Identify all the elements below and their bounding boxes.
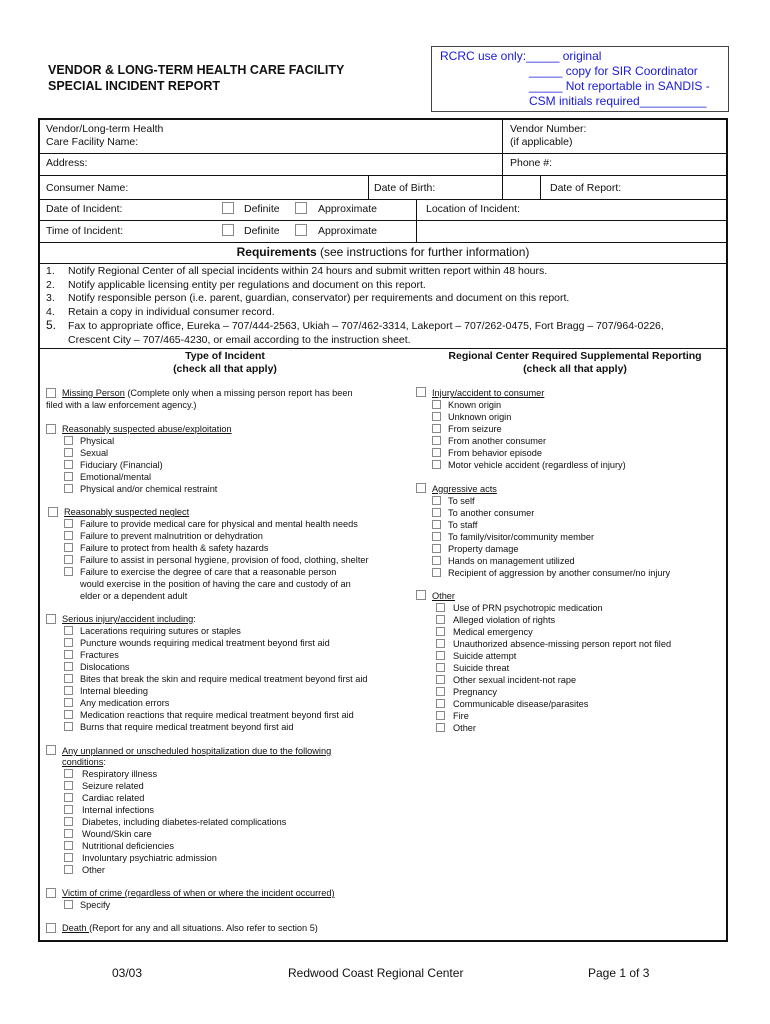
death-title: Death [62, 923, 90, 933]
injury-option-checkbox[interactable] [64, 674, 73, 683]
date-approximate-checkbox[interactable] [295, 202, 307, 214]
injury-to-consumer-option-checkbox[interactable] [432, 412, 441, 421]
hospitalization-option-checkbox[interactable] [64, 793, 73, 802]
other-checkbox[interactable] [416, 590, 426, 600]
hospitalization-option-label: Other [82, 865, 105, 875]
other-option-checkbox[interactable] [436, 639, 445, 648]
other-option-checkbox[interactable] [436, 651, 445, 660]
aggressive-act-option-checkbox[interactable] [432, 496, 441, 505]
abuse-checkbox[interactable] [46, 424, 56, 434]
missing-person-label [62, 388, 353, 399]
injury-option-label: Any medication errors [80, 698, 170, 708]
supplemental-reporting-header [425, 350, 725, 376]
type-of-incident-header-l1: Type of Incident [185, 350, 265, 362]
aggressive-act-option-label: Recipient of aggression by another consumer/no injury [448, 568, 671, 578]
footer-page-number: Page 1 of 3 [588, 966, 650, 980]
requirements-heading-rest: (see instructions for further information) [316, 245, 530, 259]
phone-label: Phone #: [510, 157, 553, 169]
injury-option-checkbox[interactable] [64, 710, 73, 719]
other-option-label: Use of PRN psychotropic medication [453, 603, 603, 613]
aggressive-act-option-checkbox[interactable] [432, 556, 441, 565]
death-note: (Report for any and all situations. Also refer to section 5) [89, 923, 318, 933]
hospitalization-option-checkbox[interactable] [64, 853, 73, 862]
type-of-incident-header-l2: (check all that apply) [173, 363, 277, 375]
neglect-option-label: Failure to protect from health & safety hazards [80, 543, 269, 553]
serious-injury-title: Serious injury/accident including [62, 614, 194, 624]
injury-to-consumer-option-label: Known origin [448, 400, 502, 410]
serious-injury-colon: : [193, 614, 196, 624]
requirement-item [46, 306, 664, 320]
rcrc-line4: CSM initials required__________ [529, 94, 707, 108]
injury-option-checkbox[interactable] [64, 638, 73, 647]
abuse-option-checkbox[interactable] [64, 484, 73, 493]
missing-person-checkbox[interactable] [46, 388, 56, 398]
requirement-text: Retain a copy in individual consumer record. [68, 305, 275, 318]
injury-option-checkbox[interactable] [64, 698, 73, 707]
abuse-option-checkbox[interactable] [64, 472, 73, 481]
aggressive-act-option-checkbox[interactable] [432, 520, 441, 529]
abuse-option-label: Physical and/or chemical restraint [80, 484, 218, 494]
abuse-option-label: Sexual [80, 448, 109, 458]
other-option-label: Other [453, 723, 476, 733]
time-approximate-label: Approximate [318, 225, 377, 237]
abuse-option-checkbox[interactable] [64, 460, 73, 469]
abuse-label: Reasonably suspected abuse/exploitation [62, 424, 232, 434]
rcrc-line3: _____ Not reportable in SANDIS - [529, 79, 710, 93]
address-label: Address: [46, 157, 88, 169]
injury-option-checkbox[interactable] [64, 626, 73, 635]
abuse-option-label: Fiduciary (Financial) [80, 460, 163, 470]
hospitalization-option-label: Internal infections [82, 805, 155, 815]
other-option-checkbox[interactable] [436, 699, 445, 708]
requirements-heading [40, 246, 726, 259]
neglect-cont-line1: would exercise in the position of having the care and custody of an [80, 579, 351, 589]
vendor-name-label-l2: Care Facility Name: [46, 136, 139, 148]
injury-option-checkbox[interactable] [64, 722, 73, 731]
hospitalization-label-cont [62, 757, 106, 768]
neglect-option-checkbox[interactable] [64, 519, 73, 528]
injury-to-consumer-option-checkbox[interactable] [432, 400, 441, 409]
hospitalization-checkbox[interactable] [46, 745, 56, 755]
injury-to-consumer-label: Injury/accident to consumer [432, 388, 545, 398]
time-definite-label: Definite [244, 225, 280, 237]
other-option-label: Pregnancy [453, 687, 497, 697]
requirement-num: 2. [46, 278, 55, 291]
serious-injury-label [62, 614, 196, 625]
other-option-label: Suicide threat [453, 663, 510, 673]
aggressive-act-option-label: Hands on management utilized [448, 556, 575, 566]
rcrc-use-only-box [431, 46, 729, 112]
date-definite-label: Definite [244, 203, 280, 215]
hospitalization-option-label: Nutritional deficiencies [82, 841, 174, 851]
missing-person-title: Missing Person [62, 388, 125, 398]
other-option-checkbox[interactable] [436, 663, 445, 672]
injury-option-label: Fractures [80, 650, 119, 660]
other-option-checkbox[interactable] [436, 627, 445, 636]
aggressive-act-option-label: To another consumer [448, 508, 535, 518]
time-definite-checkbox[interactable] [222, 224, 234, 236]
hospitalization-label: Any unplanned or unscheduled hospitalization due to the following [62, 746, 332, 756]
other-option-label: Unauthorized absence-missing person report not filed [453, 639, 672, 649]
rcrc-line1: RCRC use only:_____ original [440, 49, 602, 63]
aggressive-acts-label: Aggressive acts [432, 484, 497, 494]
other-option-label: Suicide attempt [453, 651, 517, 661]
death-label [62, 923, 318, 934]
requirement-text: Notify Regional Center of all special incidents within 24 hours and submit written report within 48 hours. [68, 265, 548, 277]
death-checkbox[interactable] [46, 923, 56, 933]
other-label: Other [432, 591, 455, 601]
neglect-label: Reasonably suspected neglect [64, 507, 190, 517]
requirement-num: 3. [46, 292, 55, 304]
neglect-option-checkbox[interactable] [64, 555, 73, 564]
neglect-cont-line2: elder or a dependent adult [80, 591, 188, 601]
vendor-number-label [510, 123, 586, 149]
injury-option-label: Medication reactions that require medical treatment beyond first aid [80, 710, 354, 720]
requirement-text: Notify applicable licensing entity per regulations and document on this report. [68, 278, 426, 291]
supplemental-reporting-header-l1: Regional Center Required Supplemental Reporting [448, 350, 702, 362]
victim-of-crime-checkbox[interactable] [46, 888, 56, 898]
aggressive-act-option-checkbox[interactable] [432, 532, 441, 541]
injury-option-label: Puncture wounds requiring medical treatment beyond first aid [80, 638, 330, 648]
other-option-checkbox[interactable] [436, 675, 445, 684]
requirements-list [46, 265, 664, 347]
requirement-text: Crescent City – 707/465-4230, or email according to the instruction sheet. [68, 333, 411, 346]
other-option-label: Alleged violation of rights [453, 615, 556, 625]
requirement-num: 5. [46, 318, 57, 332]
hospitalization-conditions: conditions [62, 757, 104, 767]
neglect-option-checkbox[interactable] [64, 531, 73, 540]
rcrc-line2: _____ copy for SIR Coordinator [529, 64, 698, 78]
neglect-option-label: Failure to assist in personal hygiene, provision of food, clothing, shelter [80, 555, 369, 565]
requirement-item [46, 265, 664, 279]
hospitalization-option-checkbox[interactable] [64, 865, 73, 874]
injury-option-checkbox[interactable] [64, 662, 73, 671]
aggressive-acts-checkbox[interactable] [416, 483, 426, 493]
requirement-item [46, 292, 664, 306]
neglect-option-label: Failure to prevent malnutrition or dehydration [80, 531, 263, 541]
injury-to-consumer-option-checkbox[interactable] [432, 424, 441, 433]
time-of-incident-label: Time of Incident: [46, 225, 124, 237]
aggressive-act-option-label: Property damage [448, 544, 519, 554]
abuse-option-label: Emotional/mental [80, 472, 151, 482]
hospitalization-colon: : [103, 757, 106, 767]
other-option-checkbox[interactable] [436, 603, 445, 612]
footer-organization: Redwood Coast Regional Center [288, 966, 464, 980]
injury-option-label: Lacerations requiring sutures or staples [80, 626, 241, 636]
supplemental-reporting-header-l2: (check all that apply) [523, 363, 627, 375]
vendor-number-label-l1: Vendor Number: [510, 123, 587, 135]
requirement-item [46, 279, 664, 293]
other-option-label: Other sexual incident-not rape [453, 675, 577, 685]
hospitalization-option-label: Seizure related [82, 781, 144, 791]
injury-option-label: Burns that require medical treatment beyond first aid [80, 722, 294, 732]
aggressive-act-option-label: To self [448, 496, 475, 506]
abuse-option-checkbox[interactable] [64, 448, 73, 457]
injury-to-consumer-option-checkbox[interactable] [432, 436, 441, 445]
incident-form [38, 118, 728, 942]
form-title [48, 62, 344, 94]
time-approximate-checkbox[interactable] [295, 224, 307, 236]
crime-specify-checkbox[interactable] [64, 900, 73, 909]
vendor-number-label-l2: (if applicable) [510, 136, 573, 148]
neglect-checkbox[interactable] [48, 507, 58, 517]
form-title-line1: VENDOR & LONG-TERM HEALTH CARE FACILITY [48, 63, 345, 77]
date-definite-checkbox[interactable] [222, 202, 234, 214]
victim-of-crime-label: Victim of crime (regardless of when or where the incident occurred) [62, 888, 335, 898]
injury-option-label: Dislocations [80, 662, 130, 672]
injury-option-label: Bites that break the skin and require medical treatment beyond first aid [80, 674, 368, 684]
missing-person-note: (Complete only when a missing person report has been [124, 388, 353, 398]
vendor-name-label-l1: Vendor/Long-term Health [46, 123, 164, 135]
neglect-option-checkbox[interactable] [64, 543, 73, 552]
hospitalization-option-checkbox[interactable] [64, 769, 73, 778]
hospitalization-option-label: Diabetes, including diabetes-related complications [82, 817, 287, 827]
vendor-name-label [46, 123, 163, 149]
requirement-text: Notify responsible person (i.e. parent, guardian, conservator) per requirements and document on this report. [68, 292, 570, 304]
other-option-checkbox[interactable] [436, 615, 445, 624]
injury-to-consumer-option-label: From another consumer [448, 436, 547, 446]
dob-label: Date of Birth: [374, 182, 436, 194]
aggressive-act-option-label: To staff [448, 520, 478, 530]
crime-specify-label: Specify [80, 900, 111, 910]
injury-option-checkbox[interactable] [64, 650, 73, 659]
injury-to-consumer-option-checkbox[interactable] [432, 460, 441, 469]
neglect-option-checkbox[interactable] [64, 567, 73, 576]
other-option-checkbox[interactable] [436, 711, 445, 720]
date-of-report-label: Date of Report: [550, 182, 622, 194]
requirement-text: Fax to appropriate office, Eureka – 707/444-2563, Ukiah – 707/462-3314, Lakeport – 707/262-0475, Fort Bragg – 707/964-0226, [68, 320, 664, 332]
abuse-option-label: Physical [80, 436, 115, 446]
hospitalization-option-checkbox[interactable] [64, 829, 73, 838]
aggressive-act-option-label: To family/visitor/community member [448, 532, 595, 542]
aggressive-act-option-checkbox[interactable] [432, 568, 441, 577]
consumer-name-label: Consumer Name: [46, 182, 129, 194]
hospitalization-option-checkbox[interactable] [64, 781, 73, 790]
other-option-checkbox[interactable] [436, 723, 445, 732]
aggressive-act-option-checkbox[interactable] [432, 544, 441, 553]
hospitalization-option-label: Cardiac related [82, 793, 145, 803]
hospitalization-option-checkbox[interactable] [64, 817, 73, 826]
other-option-label: Medical emergency [453, 627, 533, 637]
requirement-item [46, 319, 664, 334]
injury-to-consumer-option-label: Unknown origin [448, 412, 512, 422]
other-option-label: Fire [453, 711, 469, 721]
hospitalization-option-label: Involuntary psychiatric admission [82, 853, 217, 863]
abuse-option-checkbox[interactable] [64, 436, 73, 445]
serious-injury-checkbox[interactable] [46, 614, 56, 624]
neglect-option-label: Failure to exercise the degree of care that a reasonable person [80, 567, 337, 577]
requirement-num: 4. [46, 305, 55, 318]
missing-person-note-line2: filed with a law enforcement agency.) [46, 400, 197, 410]
injury-to-consumer-checkbox[interactable] [416, 387, 426, 397]
injury-option-label: Internal bleeding [80, 686, 148, 696]
requirements-heading-bold: Requirements [236, 245, 317, 259]
neglect-option-label: Failure to provide medical care for physical and mental health needs [80, 519, 358, 529]
requirement-item [46, 334, 664, 348]
form-title-line2: SPECIAL INCIDENT REPORT [48, 79, 221, 93]
injury-to-consumer-option-label: From behavior episode [448, 448, 542, 458]
location-label: Location of Incident: [426, 203, 520, 215]
injury-to-consumer-option-label: Motor vehicle accident (regardless of injury) [448, 460, 626, 470]
injury-option-checkbox[interactable] [64, 686, 73, 695]
aggressive-act-option-checkbox[interactable] [432, 508, 441, 517]
date-approximate-label: Approximate [318, 203, 377, 215]
injury-to-consumer-option-checkbox[interactable] [432, 448, 441, 457]
requirement-num: 1. [46, 265, 55, 277]
other-option-label: Communicable disease/parasites [453, 699, 589, 709]
type-of-incident-header [120, 350, 330, 376]
injury-to-consumer-option-label: From seizure [448, 424, 502, 434]
hospitalization-option-checkbox[interactable] [64, 841, 73, 850]
date-of-incident-label: Date of Incident: [46, 203, 123, 215]
hospitalization-option-label: Wound/Skin care [82, 829, 152, 839]
hospitalization-option-label: Respiratory illness [82, 769, 158, 779]
hospitalization-option-checkbox[interactable] [64, 805, 73, 814]
footer-date: 03/03 [112, 966, 143, 980]
other-option-checkbox[interactable] [436, 687, 445, 696]
